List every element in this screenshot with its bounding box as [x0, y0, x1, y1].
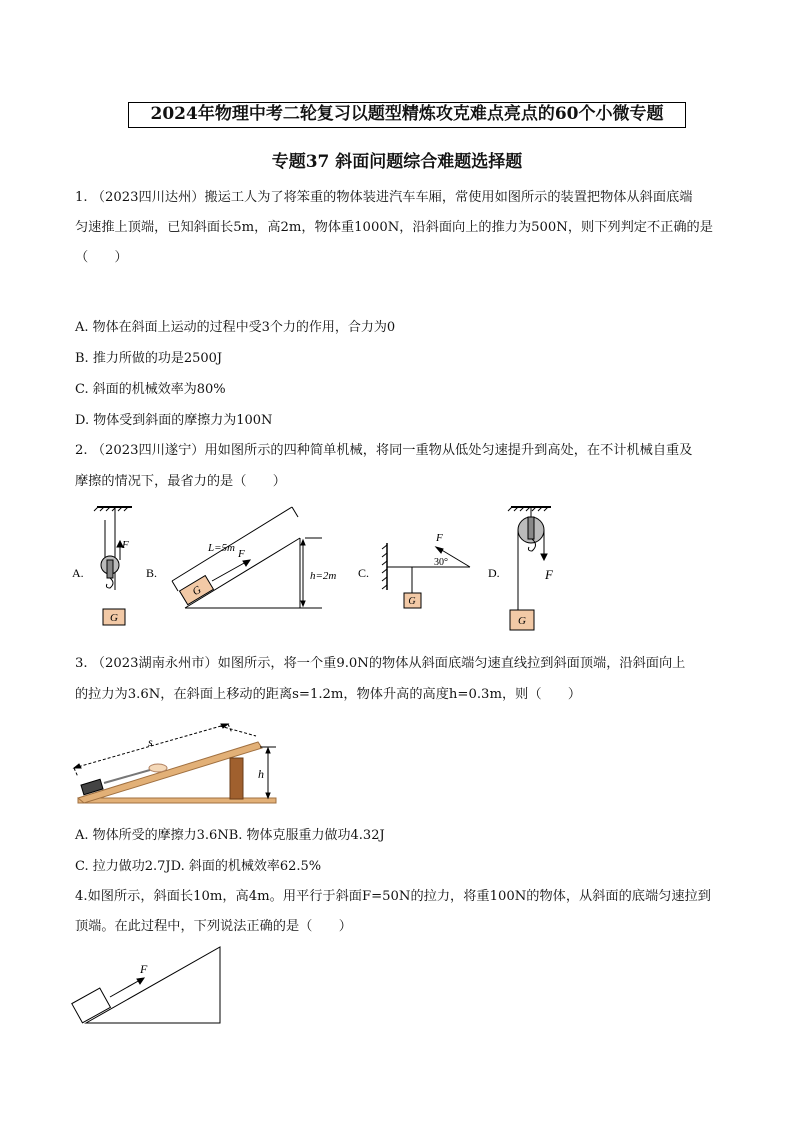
q1-line-1: 1. （2023四川达州）搬运工人为了将笨重的物体装进汽车车厢，常使用如图所示的装置把物体从斜面底端 — [75, 190, 693, 205]
q4-force-label: F — [140, 962, 148, 976]
q3-line-1: 3. （2023湖南永州市）如图所示，将一个重9.0N的物体从斜面底端匀速直线拉到斜面顶端，沿斜面向上 — [75, 656, 686, 671]
q3-line-2: 的拉力为3.6N，在斜面上移动的距离s=1.2m，物体升高的高度h=0.3m，则（ ） — [75, 687, 582, 702]
q2-c-weight-label: G — [408, 596, 416, 607]
q2-figure-a — [72, 507, 132, 625]
q3-options-cd: C. 拉力做功2.7JD. 斜面的机械效率62.5% — [75, 859, 322, 874]
q1-option-d: D. 物体受到斜面的摩擦力为100N — [75, 413, 273, 428]
q1-line-2: 匀速推上顶端，已知斜面长5m，高2m，物体重1000N，沿斜面向上的推力为500N，则下列判定不正确的是 — [75, 220, 713, 235]
q2-line-2: 摩擦的情况下，最省力的是（ ） — [75, 474, 286, 489]
q2-c-force-label: F — [436, 532, 443, 544]
q4-line-2: 顶端。在此过程中，下列说法正确的是（ ） — [75, 919, 352, 934]
q2-b-label: B. — [146, 566, 158, 580]
q3-figure — [70, 720, 285, 808]
page-title: 2024年物理中考二轮复习以题型精炼攻克难点亮点的60个小微专题 — [128, 102, 686, 128]
q3-options-ab: A. 物体所受的摩擦力3.6NB. 物体克服重力做功4.32J — [75, 828, 385, 843]
q2-b-height-label: h=2m — [310, 570, 337, 582]
q2-figure-d — [488, 507, 554, 630]
q2-b-force-label: F — [238, 548, 245, 560]
q4-figure — [70, 945, 225, 1027]
q2-a-force-label: F — [122, 539, 129, 551]
section-title: 专题37 斜面问题综合难题选择题 — [271, 152, 523, 172]
q2-figure-c — [358, 532, 470, 608]
q2-d-label: D. — [488, 566, 500, 580]
q2-figure-b — [146, 507, 336, 608]
q2-a-label: A. — [72, 566, 84, 580]
q2-line-1: 2. （2023四川遂宁）用如图所示的四种简单机械，将同一重物从低处匀速提升到高处，在不计机械自重及 — [75, 443, 693, 458]
q2-a-weight-label: G — [110, 612, 118, 624]
q2-b-weight-label: G — [190, 583, 204, 599]
q3-distance-label: s — [148, 735, 153, 749]
q2-c-angle-label: 30° — [434, 557, 448, 568]
q4-line-1: 4.如图所示，斜面长10m，高4m。用平行于斜面F=50N的拉力，将重100N的物体，从斜面的底端匀速拉到 — [75, 889, 711, 904]
q2-b-length-label: L=5m — [208, 542, 235, 554]
q1-option-a: A. 物体在斜面上运动的过程中受3个力的作用，合力为0 — [75, 320, 396, 335]
q3-height-label: h — [258, 767, 264, 781]
q1-option-b: B. 推力所做的功是2500J — [75, 351, 223, 366]
q1-line-3: （ ） — [75, 250, 128, 265]
q2-c-label: C. — [358, 566, 370, 580]
q2-d-force-label: F — [545, 567, 553, 582]
q1-option-c: C. 斜面的机械效率为80% — [75, 382, 226, 397]
q2-figure — [60, 505, 580, 635]
q2-d-weight-label: G — [518, 615, 526, 627]
